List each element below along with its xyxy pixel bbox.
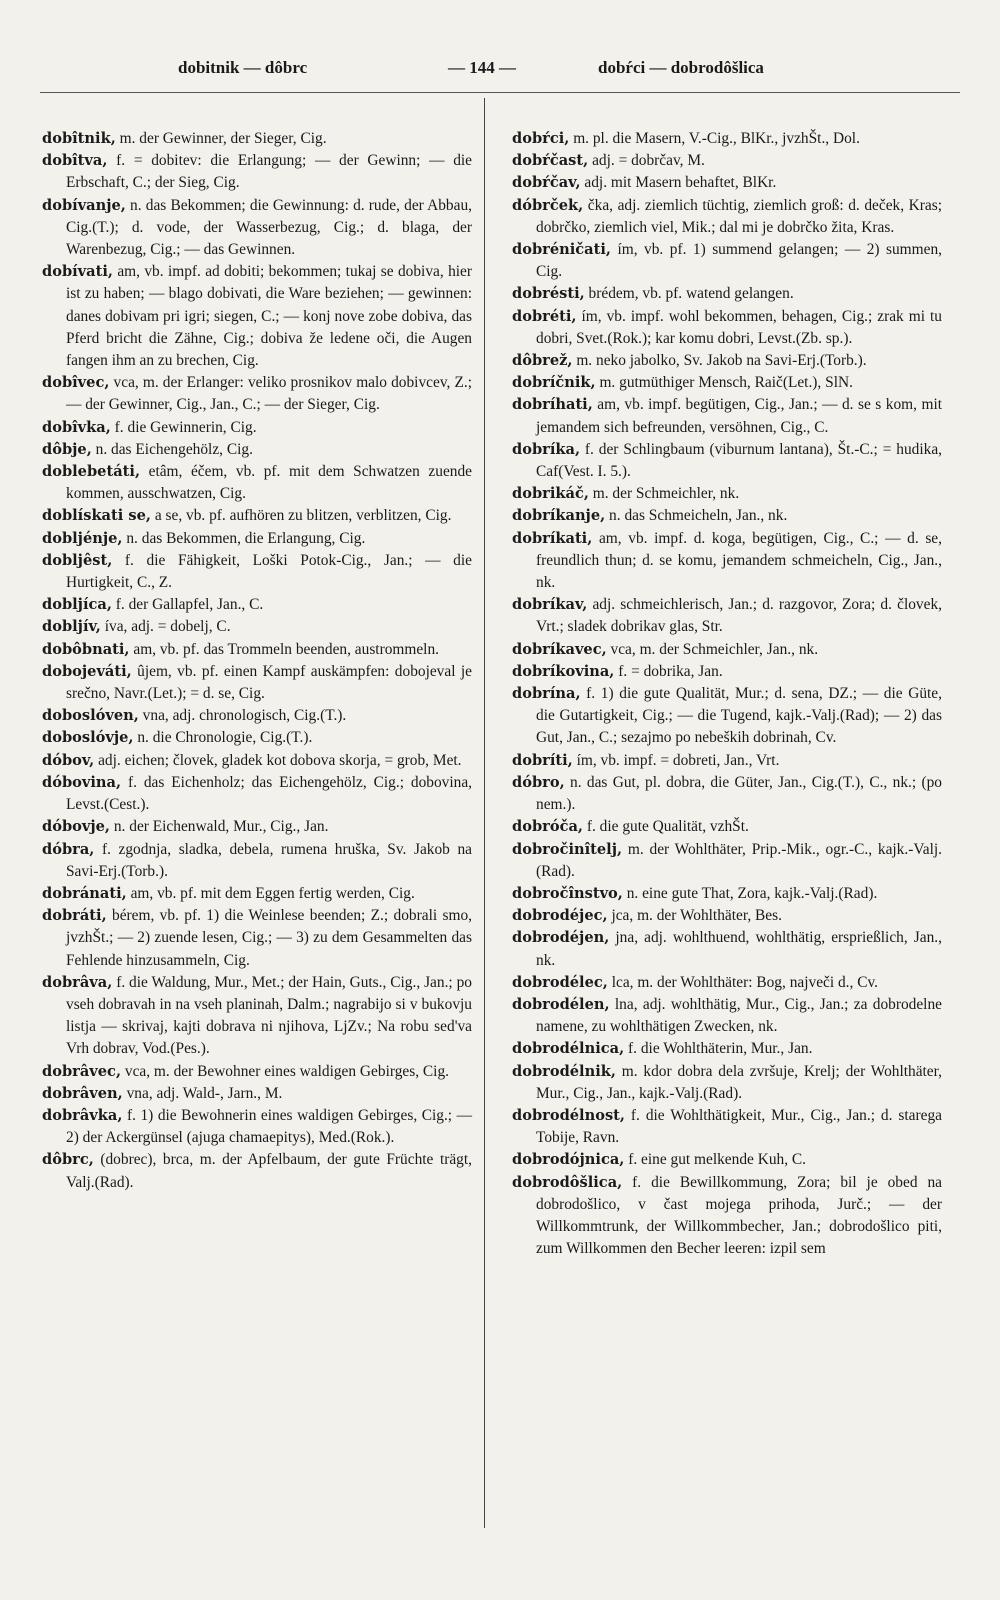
entry-definition: f. die Fähigkeit, Loški Potok-Cig., Jan.; — die Hurtigkeit, C., Z. xyxy=(66,551,472,592)
entry-headword: dóbro, xyxy=(512,773,565,791)
page-number: — 144 — xyxy=(448,58,516,77)
entry-headword: dóbra, xyxy=(42,840,95,858)
entry-definition: adj. eichen; človek, gladek kot dobova skorja, = grob, Met. xyxy=(94,751,462,769)
entry-definition: jna, adj. wohlthuend, wohlthätig, ersprießlich, Jan., nk. xyxy=(536,929,942,969)
entry-definition: m. kdor dobra dela zvršuje, Krelj; der Wohlthäter, Mur., Cig., Jan., kajk.-Valj.(Rad). xyxy=(536,1062,942,1102)
dictionary-entry xyxy=(42,905,472,972)
entry-definition: m. der Wohlthäter, Prip.-Mik., ogr.-C., kajk.-Valj.(Rad). xyxy=(536,840,942,880)
page-header xyxy=(0,58,1000,88)
entry-definition: m. gutmüthiger Mensch, Raič(Let.), SlN. xyxy=(595,374,853,392)
header-left-range: dobitnik — dôbrc xyxy=(178,58,308,77)
dictionary-entry xyxy=(42,1149,472,1193)
dictionary-entry xyxy=(42,150,472,194)
dictionary-entry xyxy=(42,639,472,661)
entry-headword: dobrodélnost, xyxy=(512,1106,625,1124)
dictionary-entry xyxy=(512,195,942,239)
entry-definition: vna, adj. Wald-, Jarn., M. xyxy=(122,1084,283,1102)
entry-definition: ím, vb. impf. wohl bekommen, behagen, Cig.; zrak mi tu dobri, Svet.(Rok.); kar komu dobri, Levst.(Zb. sp.). xyxy=(536,307,942,347)
entry-headword: dóbovje, xyxy=(42,818,111,836)
dictionary-entry xyxy=(512,505,942,527)
entry-headword: dobránati, xyxy=(42,884,127,902)
dictionary-entry xyxy=(42,839,472,883)
dictionary-entry xyxy=(42,550,472,594)
entry-definition: f. die Wohlthäterin, Mur., Jan. xyxy=(624,1040,813,1058)
dictionary-entry xyxy=(512,306,942,350)
dictionary-entry xyxy=(42,616,472,638)
entry-definition: a se, vb. pf. aufhören zu blitzen, verblitzen, Cig. xyxy=(150,507,452,525)
entry-headword: dobívanje, xyxy=(42,196,126,214)
entry-headword: dobríkanje, xyxy=(512,507,606,525)
entry-definition: am, vb. pf. das Trommeln beenden, austrommeln. xyxy=(129,640,439,658)
entry-headword: dobríti, xyxy=(512,751,573,769)
entry-headword: dobrésti, xyxy=(512,285,585,303)
entry-headword: dobrâvec, xyxy=(42,1062,122,1080)
dictionary-entry xyxy=(512,661,942,683)
dictionary-entry xyxy=(42,772,472,816)
entry-definition: f. der Schlingbaum (viburnum lantana), Št.-C.; = hudika, Caf(Vest. I. 5.). xyxy=(536,440,942,481)
entry-definition: čka, adj. ziemlich tüchtig, ziemlich groß: d. deček, Kras; dobrčko, ziemlich viel, Mik.; dal mi je dobrčko žita, Kras. xyxy=(536,196,942,236)
dictionary-entry xyxy=(512,1061,942,1105)
entry-headword: dobrodélec, xyxy=(512,973,608,991)
entry-headword: dobrodélnica, xyxy=(512,1040,625,1058)
entry-definition: f. die Waldung, Mur., Met.; der Hain, Guts., Cig., Jan.; po vseh dobravah in na vseh planinah, Dalm.; nagrabijo si v bukovju listja — skrivaj, kajti dobrava ni njihova, LjZv.; Na robu sed'va Vrh dobrav, Vod.(Pes.). xyxy=(66,973,472,1058)
entry-headword: dobrodéjen, xyxy=(512,929,610,947)
entry-definition: n. das Schmeicheln, Jan., nk. xyxy=(605,507,788,525)
dictionary-entry xyxy=(42,1061,472,1083)
dictionary-entry xyxy=(512,172,942,194)
dictionary-entry xyxy=(512,528,942,595)
entry-headword: dobrâva, xyxy=(42,973,113,991)
entry-headword: doboslóvje, xyxy=(42,729,134,747)
dictionary-entry xyxy=(512,1105,942,1149)
dictionary-entry xyxy=(512,905,942,927)
entry-definition: n. die Chronologie, Cig.(T.). xyxy=(133,729,313,747)
dictionary-entry xyxy=(42,661,472,705)
entry-headword: dobîvec, xyxy=(42,374,110,392)
entry-headword: dobljíca, xyxy=(42,596,112,614)
entry-headword: dobîvka, xyxy=(42,418,111,436)
entry-definition: (dobrec), brca, m. der Apfelbaum, der gute Früchte trägt, Valj.(Rad). xyxy=(66,1151,472,1191)
dictionary-entry xyxy=(512,772,942,816)
dictionary-entry xyxy=(512,283,942,305)
dictionary-entry xyxy=(42,816,472,838)
dictionary-entry xyxy=(512,750,942,772)
entry-definition: m. pl. die Masern, V.-Cig., BlKr., jvzhŠt., Dol. xyxy=(569,130,860,147)
entry-definition: lna, adj. wohlthätig, Mur., Cig., Jan.; za dobrodelne namene, zu wohlthätigen Zwecken, nk. xyxy=(536,995,942,1036)
entry-headword: dobríkovina, xyxy=(512,662,615,680)
entry-definition: adj. = dobrčav, M. xyxy=(588,152,705,170)
dictionary-entry xyxy=(512,839,942,883)
entry-headword: dobročinîtelj, xyxy=(512,840,623,858)
entry-headword: dobrodôšlica, xyxy=(512,1173,623,1191)
entry-headword: dobrodójnica, xyxy=(512,1151,625,1169)
entry-definition: n. das Eichengehölz, Cig. xyxy=(91,440,253,458)
entry-definition: f. 1) die Bewohnerin eines waldigen Gebirges, Cig.; — 2) der Ackergünsel (ajuga chamaepitys), Med.(Rok.). xyxy=(66,1106,472,1147)
entry-definition: f. der Gallapfel, Jan., C. xyxy=(111,596,264,614)
entry-definition: adj. schmeichlerisch, Jan.; d. razgovor, Zora; d. človek, Vrt.; sladek dobrikav glas, Str. xyxy=(536,596,942,636)
entry-headword: dobljêst, xyxy=(42,551,113,569)
entry-definition: f. = dobitev: die Erlangung; — der Gewinn; — die Erbschaft, C.; der Sieg, Cig. xyxy=(66,152,472,192)
entry-headword: dóbovina, xyxy=(42,773,122,791)
entry-headword: dobojeváti, xyxy=(42,662,132,680)
entry-definition: n. eine gute That, Zora, kajk.-Valj.(Rad). xyxy=(622,884,878,902)
entry-definition: ûjem, vb. pf. einen Kampf auskämpfen: dobojeval je srečno, Navr.(Let.); = d. se, Cig. xyxy=(66,662,472,703)
entry-definition: ím, vb. impf. = dobreti, Jan., Vrt. xyxy=(572,751,780,769)
entry-definition: am, vb. impf. d. koga, begütigen, Cig., C.; — d. se, freundlich thun; d. se komu, jemandem schmeicheln, Cig., Jan., nk. xyxy=(536,529,942,592)
dictionary-entry xyxy=(512,1038,942,1060)
entry-definition: brédem, vb. pf. watend gelangen. xyxy=(584,285,794,303)
entry-definition: f. die Gewinnerin, Cig. xyxy=(110,418,257,436)
entry-definition: f. 1) die gute Qualität, Mur.; d. sena, DZ.; — die Güte, die Gutartigkeit, Cig.; — die Tugend, kajk.-Valj.(Rad); — 2) das Gut, Jan., C.; sezajmo po nebeških dobrinah, Cv. xyxy=(536,685,942,747)
entry-definition: n. das Bekommen, die Erlangung, Cig. xyxy=(122,529,366,547)
entry-headword: dobŕčav, xyxy=(512,174,581,192)
entry-headword: dobîtva, xyxy=(42,152,108,170)
entry-headword: dobljív, xyxy=(42,618,101,636)
entry-headword: doblebetáti, xyxy=(42,463,141,481)
dictionary-entry xyxy=(512,927,942,971)
entry-definition: f. die gute Qualität, vzhŠt. xyxy=(583,818,749,836)
dictionary-entry xyxy=(512,350,942,372)
entry-headword: dobríčnik, xyxy=(512,374,596,392)
entry-definition: n. das Bekommen; die Gewinnung: d. rude, der Abbau, Cig.(T.); d. vode, der Wasserbezug, Cig.; d. blaga, der Warenbezug, Cig.; — das Gewinnen. xyxy=(66,196,472,259)
dictionary-entry xyxy=(42,417,472,439)
dictionary-entry xyxy=(512,816,942,838)
left-column xyxy=(42,128,472,1194)
dictionary-entry xyxy=(512,994,942,1038)
dictionary-entry xyxy=(42,972,472,1061)
entry-definition: ím, vb. pf. 1) summend gelangen; — 2) summen, Cig. xyxy=(536,241,942,281)
entry-headword: dobrâven, xyxy=(42,1084,123,1102)
entry-headword: dobročînstvo, xyxy=(512,884,623,902)
dictionary-entry xyxy=(42,594,472,616)
entry-headword: dôbrež, xyxy=(512,352,573,370)
entry-headword: dobríka, xyxy=(512,440,581,458)
header-rule xyxy=(40,92,960,93)
entry-definition: m. der Schmeichler, nk. xyxy=(588,485,740,503)
dictionary-entry xyxy=(512,394,942,438)
entry-definition: f. = dobrika, Jan. xyxy=(614,662,723,680)
entry-headword: dôbrc, xyxy=(42,1151,94,1169)
entry-headword: dóbrček, xyxy=(512,196,584,214)
dictionary-entry xyxy=(512,683,942,750)
entry-headword: dobŕci, xyxy=(512,130,570,147)
entry-headword: dobrína, xyxy=(512,685,581,703)
entry-headword: dobîtnik, xyxy=(42,130,116,147)
entry-headword: dobríkavec, xyxy=(512,640,607,658)
entry-definition: íva, adj. = dobelj, C. xyxy=(100,618,231,636)
entry-headword: dobráti, xyxy=(42,907,107,925)
entry-headword: dobljénje, xyxy=(42,529,123,547)
entry-definition: etâm, éčem, vb. pf. mit dem Schwatzen zuende kommen, ausschwatzen, Cig. xyxy=(66,463,472,503)
entry-headword: doboslóven, xyxy=(42,707,139,725)
entry-definition: vca, m. der Erlanger: veliko prosnikov malo dobivcev, Z.; — der Gewinner, Cig., Jan., C.; — der Sieger, Cig. xyxy=(66,374,472,414)
dictionary-entry xyxy=(512,372,942,394)
dictionary-entry xyxy=(42,195,472,262)
right-column xyxy=(512,128,942,1260)
dictionary-entry xyxy=(42,750,472,772)
entry-definition: m. neko jabolko, Sv. Jakob na Savi-Erj.(Torb.). xyxy=(572,352,867,370)
entry-definition: adj. mit Masern behaftet, BlKr. xyxy=(580,174,777,192)
entry-headword: dobríhati, xyxy=(512,396,593,414)
dictionary-entry xyxy=(42,505,472,527)
header-right-range: dobŕci — dobrodôšlica xyxy=(598,58,764,77)
entry-headword: dobôbnati, xyxy=(42,640,130,658)
entry-definition: f. die Bewillkommung, Zora; bil je obed na dobrodošlico, v čast mojega prihoda, Jurč.; — der Willkommtrunk, der Willkommbecher, Jan.; dobrodošlico piti, zum Willkommen den Becher leeren: izpil sem xyxy=(536,1173,942,1258)
dictionary-entry xyxy=(42,705,472,727)
entry-headword: dobrâvka, xyxy=(42,1106,123,1124)
dictionary-entry xyxy=(512,439,942,483)
entry-definition: vca, m. der Bewohner eines waldigen Gebirges, Cig. xyxy=(121,1062,449,1080)
entry-headword: dobrodéjec, xyxy=(512,907,608,925)
dictionary-entry xyxy=(42,528,472,550)
dictionary-entry xyxy=(512,239,942,283)
dictionary-entry xyxy=(512,594,942,638)
dictionary-entry xyxy=(42,1083,472,1105)
dictionary-entry xyxy=(42,461,472,505)
entry-definition: jca, m. der Wohlthäter, Bes. xyxy=(607,907,782,925)
entry-headword: dobríkav, xyxy=(512,596,588,614)
dictionary-entry xyxy=(42,1105,472,1149)
dictionary-entry xyxy=(512,639,942,661)
dictionary-entry xyxy=(512,483,942,505)
dictionary-entry xyxy=(512,128,942,150)
column-rule xyxy=(484,98,485,1528)
dictionary-entry xyxy=(512,1149,942,1171)
dictionary-entry xyxy=(512,1172,942,1261)
dictionary-entry xyxy=(42,261,472,372)
dictionary-entry xyxy=(42,128,472,150)
entry-headword: dobŕčast, xyxy=(512,152,589,170)
entry-headword: dobréničati, xyxy=(512,241,611,259)
entry-definition: lca, m. der Wohlthäter: Bog, največi d., Cv. xyxy=(607,973,879,991)
entry-headword: dobívati, xyxy=(42,263,113,281)
entry-headword: dobrikáč, xyxy=(512,485,589,503)
dictionary-entry xyxy=(512,150,942,172)
entry-definition: n. das Gut, pl. dobra, die Güter, Jan., Cig.(T.), C., nk.; (po nem.). xyxy=(536,773,942,814)
dictionary-entry xyxy=(512,883,942,905)
dictionary-entry xyxy=(42,883,472,905)
dictionary-entry xyxy=(42,727,472,749)
entry-headword: dobróča, xyxy=(512,818,583,836)
dictionary-entry xyxy=(512,972,942,994)
entry-definition: n. der Eichenwald, Mur., Cig., Jan. xyxy=(110,818,329,836)
entry-definition: bérem, vb. pf. 1) die Weinlese beenden; Z.; dobrali smo, jvzhŠt.; — 2) zuende lesen, Cig.; — 3) zu dem Gesammelten das Fehlende hinzusammeln, Cig. xyxy=(66,907,472,969)
entry-headword: doblískati se, xyxy=(42,507,151,525)
dictionary-entry xyxy=(42,372,472,416)
entry-definition: am, vb. impf. ad dobiti; bekommen; tukaj se dobiva, hier ist zu haben; — blago dobivati, die Ware beziehen; — gewinnen: danes dobivam pri igri; siegen, C.; — konj nove zobe dobiva, das Pferd bricht die Zähne, Cig.; dobiva že ledene oči, die Augen fangen ihm an zu brechen, Cig. xyxy=(66,263,472,370)
entry-headword: dôbje, xyxy=(42,440,92,458)
entry-headword: dobrodélen, xyxy=(512,995,610,1013)
entry-definition: vca, m. der Schmeichler, Jan., nk. xyxy=(606,640,819,658)
entry-definition: m. der Gewinner, der Sieger, Cig. xyxy=(115,130,327,147)
entry-definition: f. die Wohlthätigkeit, Mur., Cig., Jan.; d. starega Tobije, Ravn. xyxy=(536,1106,942,1147)
entry-definition: f. zgodnja, sladka, debela, rumena hruška, Sv. Jakob na Savi-Erj.(Torb.). xyxy=(66,840,472,880)
entry-definition: f. das Eichenholz; das Eichengehölz, Cig.; dobovina, Levst.(Cest.). xyxy=(66,773,472,814)
entry-definition: am, vb. pf. mit dem Eggen fertig werden, Cig. xyxy=(126,884,415,902)
entry-headword: dóbov, xyxy=(42,751,95,769)
entry-headword: dobrodélnik, xyxy=(512,1062,616,1080)
dictionary-entry xyxy=(42,439,472,461)
entry-definition: f. eine gut melkende Kuh, C. xyxy=(624,1151,807,1169)
entry-headword: dobréti, xyxy=(512,307,577,325)
entry-headword: dobríkati, xyxy=(512,529,593,547)
entry-definition: vna, adj. chronologisch, Cig.(T.). xyxy=(138,707,347,725)
entry-definition: am, vb. impf. begütigen, Cig., Jan.; — d. se s kom, mit jemandem sich befreunden, versöhnen, Cig., C. xyxy=(536,396,942,436)
